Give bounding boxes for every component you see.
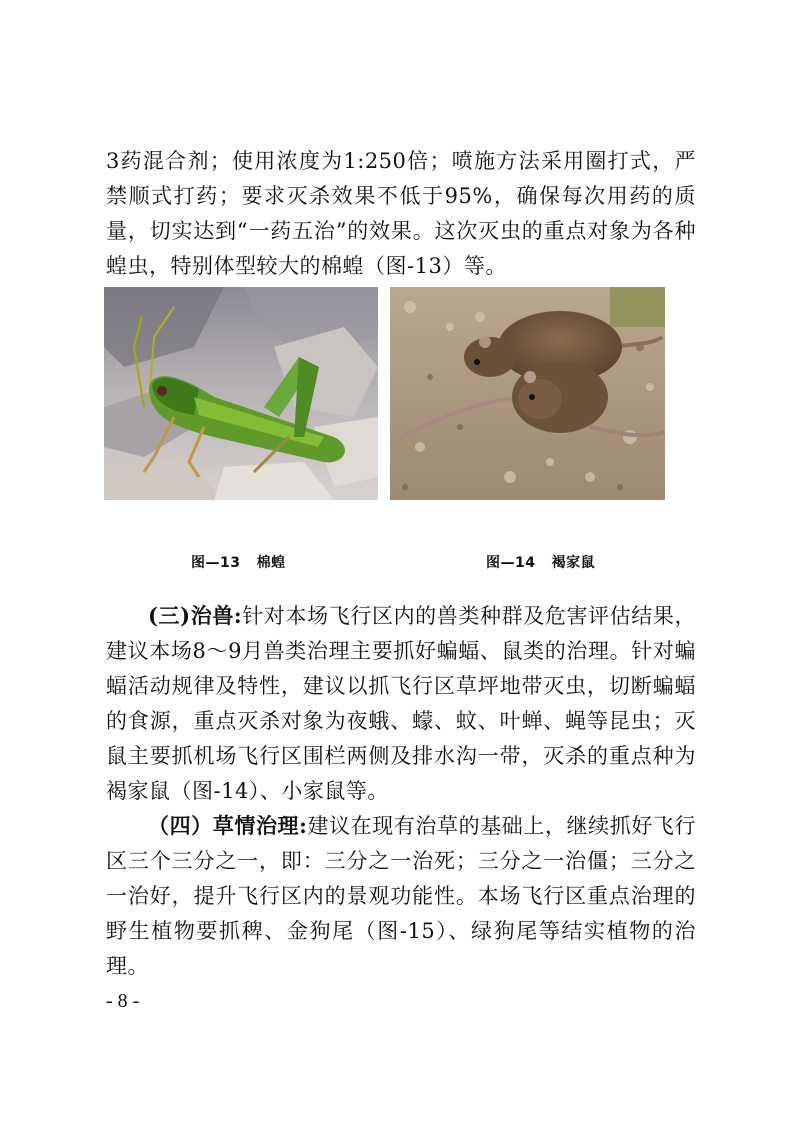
paragraph-section-3: [106, 598, 696, 809]
section-4-heading: （四）草情治理:: [148, 813, 308, 838]
figure-14-caption: 图—14 褐家鼠: [486, 555, 596, 571]
section-3-heading: (三)治兽:: [148, 603, 243, 628]
figure-14-rat-photo: [390, 287, 665, 500]
figure-13-caption: 图—13 棉蝗: [191, 555, 286, 571]
paragraph-control-summary: 3药混合剂；使用浓度为1:250倍；喷施方法采用圈打式，严禁顺式打药；要求灭杀效果不低于95%，确保每次用药的质量，切实达到“一药五治”的效果。这次灭虫的重点对象为各种蝗虫，特别体型较大的棉蝗（图-13）等。: [106, 149, 696, 278]
section-4-body: 建议在现有治草的基础上，继续抓好飞行区三个三分之一，即：三分之一治死；三分之一治僵；三分之一治好，提升飞行区内的景观功能性。本场飞行区重点治理的野生植物要抓稗、金狗尾（图-15）、绿狗尾等结实植物的治理。: [106, 814, 696, 978]
paragraph-section-4: [106, 808, 696, 984]
page-number: - 8 -: [106, 990, 140, 1012]
figure-13-locust-photo: [104, 287, 378, 500]
section-3-body: 针对本场飞行区内的兽类种群及危害评估结果，建议本场8～9月兽类治理主要抓好蝙蝠、鼠类的治理。针对蝙蝠活动规律及特性，建议以抓飞行区草坪地带灭虫，切断蝙蝠的食源，重点灭杀对象为夜蛾、蠓、蚊、叶蝉、蝇等昆虫；灭鼠主要抓机场飞行区围栏两侧及排水沟一带，灭杀的重点种为褐家鼠（图-14）、小家鼠等。: [106, 604, 697, 803]
